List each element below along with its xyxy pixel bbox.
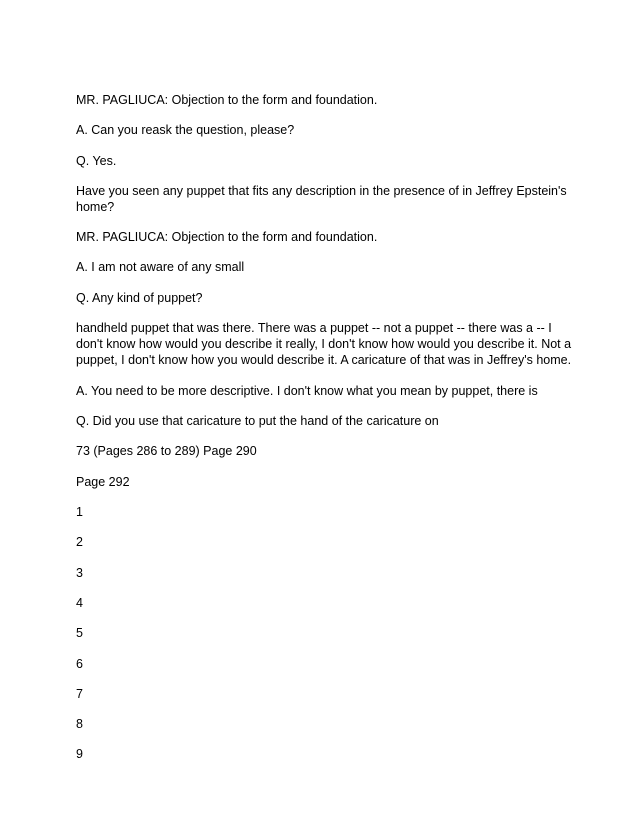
transcript-line: A. Can you reask the question, please? bbox=[76, 123, 295, 138]
transcript-line: Q. Any kind of puppet? bbox=[76, 290, 203, 305]
page-number: Page 292 bbox=[76, 474, 130, 489]
transcript-line: MR. PAGLIUCA: Objection to the form and foundation. bbox=[76, 230, 378, 245]
line-number: 9 bbox=[76, 747, 83, 762]
line-number: 5 bbox=[76, 626, 83, 641]
transcript-line: Q. Yes. bbox=[76, 153, 117, 168]
line-number: 2 bbox=[76, 535, 83, 550]
transcript-line: MR. PAGLIUCA: Objection to the form and foundation. bbox=[76, 93, 378, 107]
page-reference: 73 (Pages 286 to 289) Page 290 bbox=[76, 444, 257, 459]
line-number: 3 bbox=[76, 565, 83, 580]
line-number: 8 bbox=[76, 717, 83, 732]
line-number: 6 bbox=[76, 656, 83, 671]
document-page bbox=[76, 92, 576, 777]
line-number: 4 bbox=[76, 595, 83, 610]
transcript-line: Have you seen any puppet that fits any description in the presence of in Jeffrey Epstein's home? bbox=[76, 183, 567, 214]
transcript-line: Q. Did you use that caricature to put the hand of the caricature on bbox=[76, 414, 439, 429]
transcript-line: A. You need to be more descriptive. I don't know what you mean by puppet, there is bbox=[76, 383, 538, 398]
transcript-paragraph: handheld puppet that was there. There was a puppet -- not a puppet -- there was a -- I don't know how would you describe it really, I don't know how would you describe it. Not a puppet, I don't know how you would describe it. A caricature of that was in Jeffrey's home. bbox=[76, 321, 572, 368]
line-number: 1 bbox=[76, 505, 83, 520]
transcript-line: A. I am not aware of any small bbox=[76, 260, 245, 275]
line-number: 7 bbox=[76, 686, 83, 701]
